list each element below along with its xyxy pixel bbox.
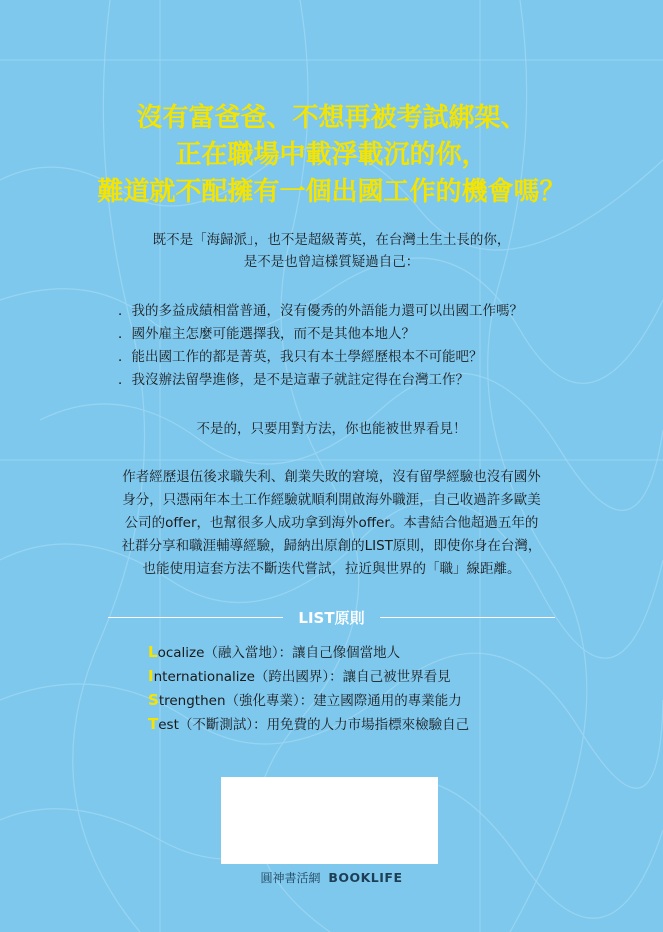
publisher-brand: BOOKLIFE [328, 870, 403, 885]
headline [0, 100, 663, 211]
principle-strengthen [148, 689, 568, 713]
intro-paragraph [0, 229, 663, 273]
list-title: LIST原則 [298, 609, 365, 627]
intro-line-2: 是不是也曾這樣質疑過自己： [243, 254, 420, 270]
principle-internationalize [148, 665, 568, 689]
headline-line-3: 難道就不配擁有一個出國工作的機會嗎？ [97, 177, 566, 207]
doubt-item: ．能出國工作的都是菁英，我只有本土學經歷根本不可能吧？ [118, 349, 483, 365]
intro-line-1: 既不是「海歸派」，也不是超級菁英，在台灣土生土長的你， [152, 232, 511, 248]
divider-right [380, 617, 555, 618]
headline-line-1: 沒有富爸爸、不想再被考試綁架、 [136, 103, 527, 133]
list-principles [148, 641, 568, 737]
author-line-2: 身分，只憑兩年本土工作經驗就順利開啟海外職涯，自己收過許多歐美 [122, 492, 541, 508]
author-paragraph [0, 466, 663, 581]
doubt-item: ．我沒辦法留學進修，是不是這輩子就註定得在台灣工作？ [118, 372, 469, 388]
principle-initial: T [148, 715, 159, 733]
principle-text: nternationalize（跨出國界）：讓自己被世界看見 [153, 669, 451, 685]
doubt-item: ．我的多益成績相當普通，沒有優秀的外語能力還可以出國工作嗎？ [118, 303, 523, 319]
principle-test [148, 713, 568, 737]
principle-initial: I [148, 667, 154, 685]
principle-initial: L [148, 643, 158, 661]
list-section-header [108, 606, 555, 630]
principle-text: est（不斷測試）：用免費的人力市場指標來檢驗自己 [158, 717, 470, 733]
publisher-logo [0, 868, 663, 888]
publisher-name: 圓神書活網 [260, 871, 321, 885]
principle-text: ocalize（融入當地）：讓自己像個當地人 [157, 645, 401, 661]
principle-text: trengthen（強化專業）：建立國際通用的專業能力 [158, 693, 462, 709]
principle-localize [148, 641, 568, 665]
headline-line-2: 正在職場中載浮載沉的你， [175, 140, 488, 170]
principle-initial: S [148, 691, 159, 709]
doubt-item: ．國外雇主怎麼可能選擇我，而不是其他本地人？ [118, 326, 415, 342]
author-line-5: 也能使用這套方法不斷迭代嘗試，拉近與世界的「職」線距離。 [142, 561, 521, 577]
doubt-list [118, 300, 588, 392]
tagline: 不是的，只要用對方法，你也能被世界看見！ [196, 421, 467, 437]
barcode-area [221, 777, 438, 864]
author-line-4: 社群分享和職涯輔導經驗，歸納出原創的LIST原則，即使你身在台灣， [121, 538, 542, 554]
author-line-1: 作者經歷退伍後求職失利、創業失敗的窘境，沒有留學經驗也沒有國外 [122, 469, 541, 485]
author-line-3: 公司的offer，也幫很多人成功拿到海外offer。本書結合他超過五年的 [124, 515, 539, 531]
